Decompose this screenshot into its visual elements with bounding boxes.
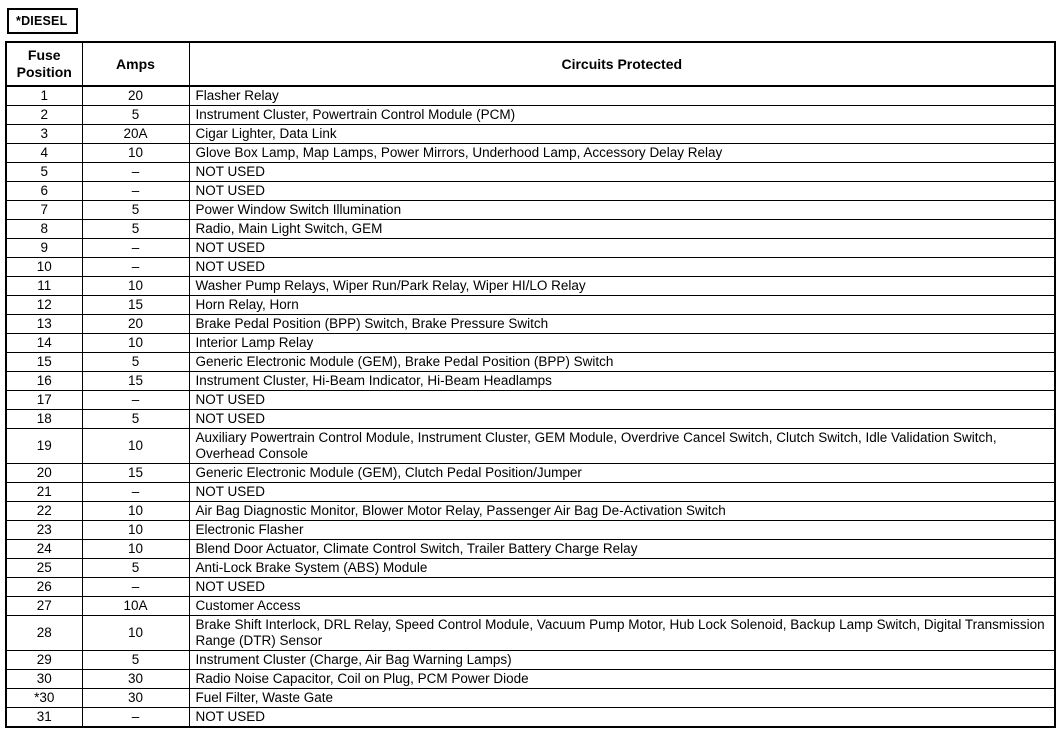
table-row — [6, 258, 1055, 277]
table-row — [6, 597, 1055, 616]
amps-cell: 5 — [82, 651, 189, 670]
amps-cell: 15 — [82, 372, 189, 391]
circuits-protected-cell: Instrument Cluster, Powertrain Control Module (PCM) — [189, 106, 1055, 125]
table-row — [6, 353, 1055, 372]
amps-cell: 10 — [82, 144, 189, 163]
amps-cell: – — [82, 239, 189, 258]
fuse-position-cell: 1 — [6, 86, 82, 106]
fuse-position-cell: 23 — [6, 521, 82, 540]
amps-cell: 20 — [82, 86, 189, 106]
table-row — [6, 296, 1055, 315]
amps-cell: 10 — [82, 277, 189, 296]
circuits-protected-cell: NOT USED — [189, 391, 1055, 410]
amps-cell: 10 — [82, 521, 189, 540]
fuse-position-cell: 5 — [6, 163, 82, 182]
amps-cell: 5 — [82, 220, 189, 239]
circuits-protected-cell: Glove Box Lamp, Map Lamps, Power Mirrors, Underhood Lamp, Accessory Delay Relay — [189, 144, 1055, 163]
fuse-position-cell: 4 — [6, 144, 82, 163]
circuits-protected-cell: Flasher Relay — [189, 86, 1055, 106]
amps-cell: 10A — [82, 597, 189, 616]
circuits-protected-cell: Generic Electronic Module (GEM), Clutch Pedal Position/Jumper — [189, 464, 1055, 483]
circuits-protected-cell: Radio, Main Light Switch, GEM — [189, 220, 1055, 239]
circuits-protected-cell: Anti-Lock Brake System (ABS) Module — [189, 559, 1055, 578]
amps-cell: 30 — [82, 689, 189, 708]
fuse-position-cell: *30 — [6, 689, 82, 708]
fuse-position-cell: 30 — [6, 670, 82, 689]
circuits-protected-cell: NOT USED — [189, 578, 1055, 597]
table-row — [6, 239, 1055, 258]
fuse-position-cell: 28 — [6, 616, 82, 651]
table-row — [6, 521, 1055, 540]
fuse-position-cell: 19 — [6, 429, 82, 464]
table-row — [6, 277, 1055, 296]
fuse-position-cell: 11 — [6, 277, 82, 296]
table-row — [6, 651, 1055, 670]
table-row — [6, 689, 1055, 708]
amps-cell: 15 — [82, 464, 189, 483]
column-header-circuits-protected: Circuits Protected — [189, 42, 1055, 86]
fuse-panel-table — [5, 41, 1056, 728]
circuits-protected-cell: Power Window Switch Illumination — [189, 201, 1055, 220]
fuse-position-cell: 18 — [6, 410, 82, 429]
fuse-position-cell: 27 — [6, 597, 82, 616]
fuse-position-cell: 25 — [6, 559, 82, 578]
circuits-protected-cell: Air Bag Diagnostic Monitor, Blower Motor Relay, Passenger Air Bag De-Activation Switch — [189, 502, 1055, 521]
circuits-protected-cell: NOT USED — [189, 410, 1055, 429]
table-row — [6, 182, 1055, 201]
fuse-position-cell: 8 — [6, 220, 82, 239]
circuits-protected-cell: NOT USED — [189, 239, 1055, 258]
table-row — [6, 144, 1055, 163]
amps-cell: 5 — [82, 201, 189, 220]
amps-cell: 10 — [82, 502, 189, 521]
table-header-row — [6, 42, 1055, 86]
table-row — [6, 708, 1055, 728]
table-row — [6, 163, 1055, 182]
table-row — [6, 372, 1055, 391]
fuse-position-cell: 31 — [6, 708, 82, 728]
amps-cell: 10 — [82, 540, 189, 559]
table-row — [6, 578, 1055, 597]
circuits-protected-cell: Customer Access — [189, 597, 1055, 616]
amps-cell: 30 — [82, 670, 189, 689]
circuits-protected-cell: Interior Lamp Relay — [189, 334, 1055, 353]
fuse-position-cell: 13 — [6, 315, 82, 334]
table-row — [6, 483, 1055, 502]
fuse-position-cell: 26 — [6, 578, 82, 597]
amps-cell: 5 — [82, 410, 189, 429]
amps-cell: 5 — [82, 106, 189, 125]
amps-cell: 5 — [82, 559, 189, 578]
circuits-protected-cell: NOT USED — [189, 483, 1055, 502]
amps-cell: – — [82, 182, 189, 201]
circuits-protected-cell: Radio Noise Capacitor, Coil on Plug, PCM Power Diode — [189, 670, 1055, 689]
circuits-protected-cell: Fuel Filter, Waste Gate — [189, 689, 1055, 708]
table-row — [6, 106, 1055, 125]
amps-cell: – — [82, 483, 189, 502]
fuse-position-cell: 7 — [6, 201, 82, 220]
circuits-protected-cell: NOT USED — [189, 163, 1055, 182]
amps-cell: – — [82, 708, 189, 728]
table-row — [6, 559, 1055, 578]
circuits-protected-cell: Instrument Cluster, Hi-Beam Indicator, Hi-Beam Headlamps — [189, 372, 1055, 391]
table-row — [6, 86, 1055, 106]
column-header-amps: Amps — [82, 42, 189, 86]
amps-cell: – — [82, 578, 189, 597]
circuits-protected-cell: Electronic Flasher — [189, 521, 1055, 540]
circuits-protected-cell: Auxiliary Powertrain Control Module, Instrument Cluster, GEM Module, Overdrive Cancel Switch, Clutch Switch, Idle Validation Switch, Overhead Console — [189, 429, 1055, 464]
circuits-protected-cell: NOT USED — [189, 258, 1055, 277]
amps-cell: – — [82, 163, 189, 182]
amps-cell: 10 — [82, 334, 189, 353]
amps-cell: 20A — [82, 125, 189, 144]
fuse-position-cell: 24 — [6, 540, 82, 559]
fuse-position-cell: 2 — [6, 106, 82, 125]
fuse-position-cell: 9 — [6, 239, 82, 258]
circuits-protected-cell: NOT USED — [189, 708, 1055, 728]
fuse-position-cell: 21 — [6, 483, 82, 502]
table-row — [6, 125, 1055, 144]
fuse-position-cell: 12 — [6, 296, 82, 315]
fuse-position-cell: 20 — [6, 464, 82, 483]
table-row — [6, 201, 1055, 220]
table-row — [6, 464, 1055, 483]
table-row — [6, 670, 1055, 689]
table-row — [6, 429, 1055, 464]
fuse-position-cell: 29 — [6, 651, 82, 670]
table-row — [6, 502, 1055, 521]
amps-cell: – — [82, 391, 189, 410]
circuits-protected-cell: NOT USED — [189, 182, 1055, 201]
circuits-protected-cell: Washer Pump Relays, Wiper Run/Park Relay, Wiper HI/LO Relay — [189, 277, 1055, 296]
table-header — [6, 42, 1055, 86]
circuits-protected-cell: Cigar Lighter, Data Link — [189, 125, 1055, 144]
circuits-protected-cell: Brake Pedal Position (BPP) Switch, Brake Pressure Switch — [189, 315, 1055, 334]
table-row — [6, 315, 1055, 334]
circuits-protected-cell: Blend Door Actuator, Climate Control Switch, Trailer Battery Charge Relay — [189, 540, 1055, 559]
fuse-position-cell: 15 — [6, 353, 82, 372]
fuse-position-cell: 3 — [6, 125, 82, 144]
amps-cell: 10 — [82, 616, 189, 651]
fuse-position-cell: 10 — [6, 258, 82, 277]
table-row — [6, 334, 1055, 353]
amps-cell: 20 — [82, 315, 189, 334]
amps-cell: 5 — [82, 353, 189, 372]
amps-cell: – — [82, 258, 189, 277]
table-row — [6, 540, 1055, 559]
table-row — [6, 410, 1055, 429]
fuse-position-cell: 14 — [6, 334, 82, 353]
fuse-table-body — [6, 86, 1055, 727]
circuits-protected-cell: Horn Relay, Horn — [189, 296, 1055, 315]
fuse-position-cell: 6 — [6, 182, 82, 201]
table-row — [6, 391, 1055, 410]
diesel-note-box: *DIESEL — [7, 8, 78, 34]
fuse-position-cell: 17 — [6, 391, 82, 410]
column-header-fuse-position: Fuse Position — [6, 42, 82, 86]
amps-cell: 10 — [82, 429, 189, 464]
circuits-protected-cell: Instrument Cluster (Charge, Air Bag Warning Lamps) — [189, 651, 1055, 670]
circuits-protected-cell: Generic Electronic Module (GEM), Brake Pedal Position (BPP) Switch — [189, 353, 1055, 372]
table-row — [6, 220, 1055, 239]
circuits-protected-cell: Brake Shift Interlock, DRL Relay, Speed Control Module, Vacuum Pump Motor, Hub Lock Solenoid, Backup Lamp Switch, Digital Transmission Range (DTR) Sensor — [189, 616, 1055, 651]
amps-cell: 15 — [82, 296, 189, 315]
table-row — [6, 616, 1055, 651]
fuse-position-cell: 16 — [6, 372, 82, 391]
fuse-position-cell: 22 — [6, 502, 82, 521]
